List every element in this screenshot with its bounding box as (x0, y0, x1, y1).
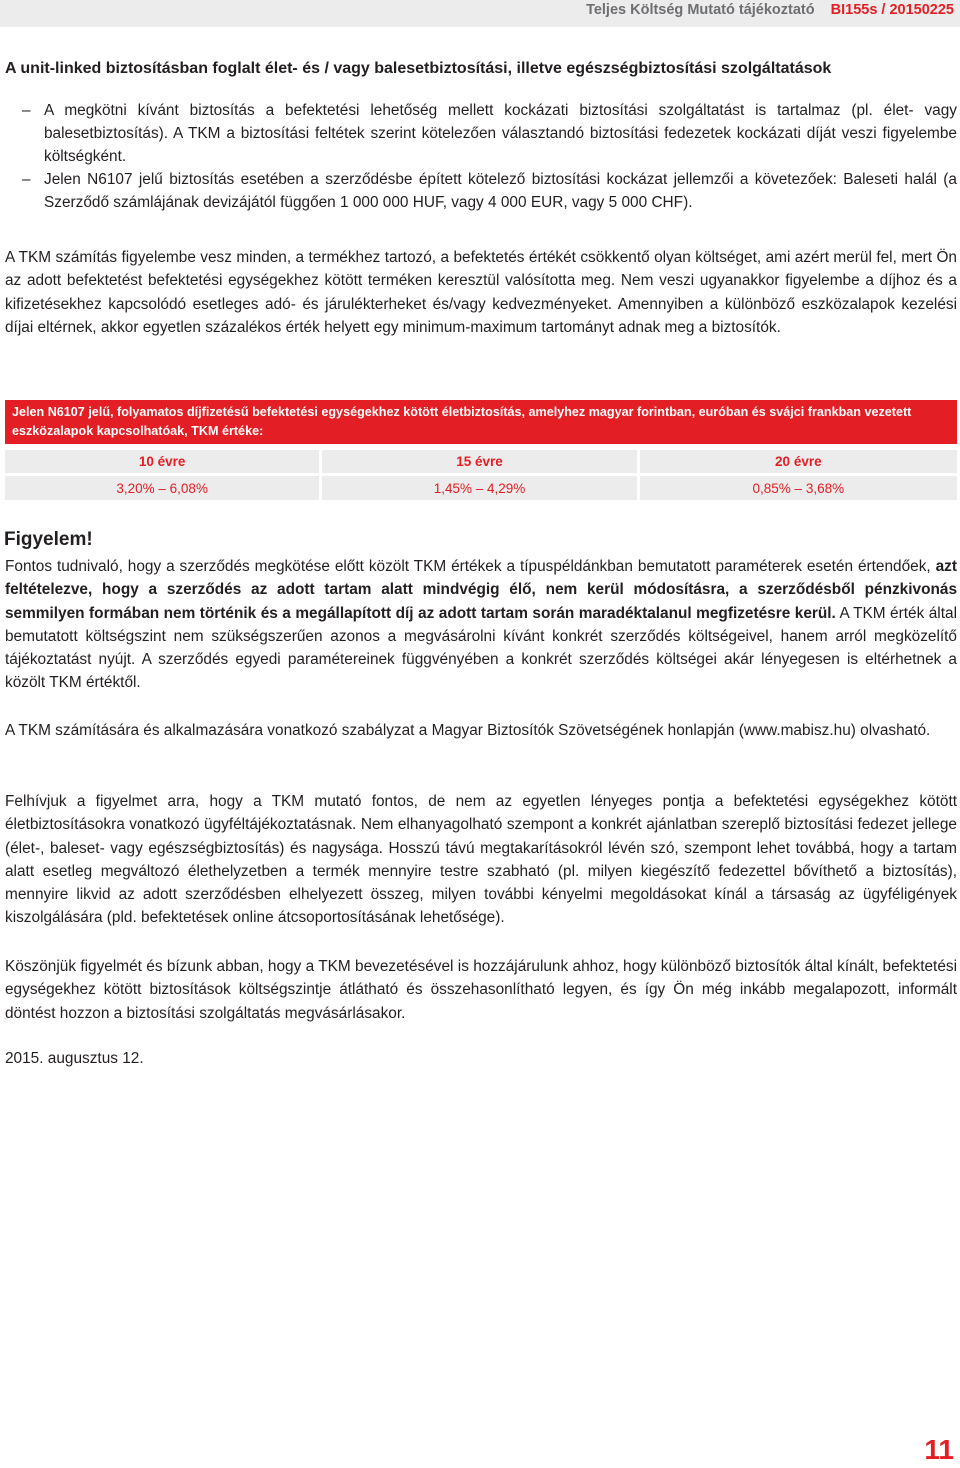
table-header-row (5, 450, 957, 476)
warning-paragraph (5, 555, 957, 695)
warning-title: Figyelem! (4, 529, 93, 550)
value-cell-20-years: 0,85% – 3,68% (640, 476, 957, 500)
bullet-list (5, 99, 957, 214)
bullet-text: Jelen N6107 jelű biztosítás esetében a szerződésbe épített kötelező biztosítási kockázat jellemzői a követezőek: Baleseti halál (a Szerződő számlájának devizájától függően 1 000 000 HUF, vagy 4 000 EUR, vagy 5 000 CHF). (44, 171, 957, 211)
document-date: 2015. augusztus 12. (5, 1050, 144, 1067)
table-caption-box: Jelen N6107 jelű, folyamatos díjfizetésű befektetési egységekhez kötött életbiztosítás, amelyhez magyar forintban, euróban és svájci frankban vezetett eszközalapok kapcsolhatóak, TKM értéke: (5, 400, 957, 444)
table-row (5, 476, 957, 500)
value-cell-15-years: 1,45% – 4,29% (322, 476, 639, 500)
document-code: BI155s / 20150225 (830, 2, 954, 18)
rules-paragraph: A TKM számítására és alkalmazására vonatkozó szabályzat a Magyar Biztosítók Szövetségének honlapján (www.mabisz.hu) olvasható. (5, 722, 931, 739)
bullet-item (5, 168, 957, 214)
bullet-item (5, 99, 957, 168)
tkm-table (5, 450, 957, 500)
value-cell-10-years: 3,20% – 6,08% (5, 476, 322, 500)
warning-text-before: Fontos tudnivaló, hogy a szerződés megkötése előtt közölt TKM értékek a típuspéldánkban bemutatott paraméterek esetén értendőek, (5, 558, 936, 575)
header-cell-10-years: 10 évre (5, 450, 322, 476)
bullet-text: A megkötni kívánt biztosítás a befektetési lehetőség mellett kockázati biztosítási szolgáltatást is tartalmaz (pl. élet- vagy balesetbiztosítás). A TKM a biztosítási feltétek szerint kötelezően választandó biztosítási fedezetek kockázati díját veszi figyelembe költségként. (44, 102, 957, 165)
attention-paragraph: Felhívjuk a figyelmet arra, hogy a TKM mutató fontos, de nem az egyetlen lényeges pontja a befektetési egységekhez kötött életbiztosításokra vonatkozó ügyféltájékoztatásnak. Nem elhanyagolható szempont a konkrét ajánlatban szereplő biztosítási fedezet jellege (élet-, baleset- vagy egészségbiztosítás) és nagysága. Hosszú távú megtakarításokról lévén szó, szempont lehet továbbá, hogy a tartam alatt esetleg megváltozó élethelyzetben a termék mennyire testre szabható (pl. milyen kiegészítő fedezettel bővíthető a biztosítás), mennyire likvid az adott szerződésben elhelyezett összeg, milyen további kényelmi megoldásokat kínál a társaság az ügyféligények kiszolgálására (pld. befektetések online átcsoportosításának lehetősége). (5, 793, 957, 927)
warning-text-after: A TKM érték által bemutatott költségszint nem szükségszerűen azonos a megvásárolni kívánt konkrét szerződés költségeivel, hanem arról megközelítő tájékoztatást nyújt. A szerződés egyedi paramétereinek függvényében a konkrét szerződés költségei akár lényegesen is eltérhetnek a közölt TKM értéktől. (5, 604, 957, 692)
header-cell-15-years: 15 évre (322, 450, 639, 476)
header-inner (586, 2, 954, 18)
header-title: Teljes Költség Mutató tájékoztató (586, 2, 815, 18)
header-cell-20-years: 20 évre (640, 450, 957, 476)
thanks-paragraph: Köszönjük figyelmét és bízunk abban, hogy a TKM bevezetésével is hozzájárulunk ahhoz, hogy különböző biztosítók által kínált, befektetési egységekhez kötött biztosítások költségszintje átlátható és összehasonlítható legyen, és így Ön még inkább megalapozott, informált döntést hozzon a biztosítási szolgáltatás megvásárlásakor. (5, 958, 957, 1022)
dash-marker: – (22, 171, 31, 188)
page-header (0, 0, 960, 27)
dash-marker: – (22, 102, 31, 119)
page-number: 11 (924, 1434, 954, 1465)
warning-text-bold: azt feltételezve, hogy a szerződés az adott tartam alatt mindvégig élő, nem kerül módosításra, a szerződésből pénzkivonás semmilyen formában nem történik és a megállapított díj az adott tartam során maradéktalanul megfizetésre kerül. (5, 558, 957, 622)
tkm-calculation-paragraph: A TKM számítás figyelembe vesz minden, a termékhez tartozó, a befektetés értékét csökkentő olyan költséget, ami azért merül fel, mert Ön az adott befektetést befektetési egységekhez kötött terméken keresztül valósította meg. Nem veszi ugyanakkor figyelembe a díjhoz és a kifizetésekhez kapcsolódó esetleges adó- és járulékterheket és/vagy kedvezményeket. Amennyiben a különböző eszközalapok kezelési díjai eltérnek, akkor egyetlen százalékos érték helyett egy minimum-maximum tartományt adnak meg a biztosítók. (5, 249, 957, 336)
section-title: A unit-linked biztosításban foglalt élet- és / vagy balesetbiztosítási, illetve egészségbiztosítási szolgáltatások (5, 60, 832, 77)
